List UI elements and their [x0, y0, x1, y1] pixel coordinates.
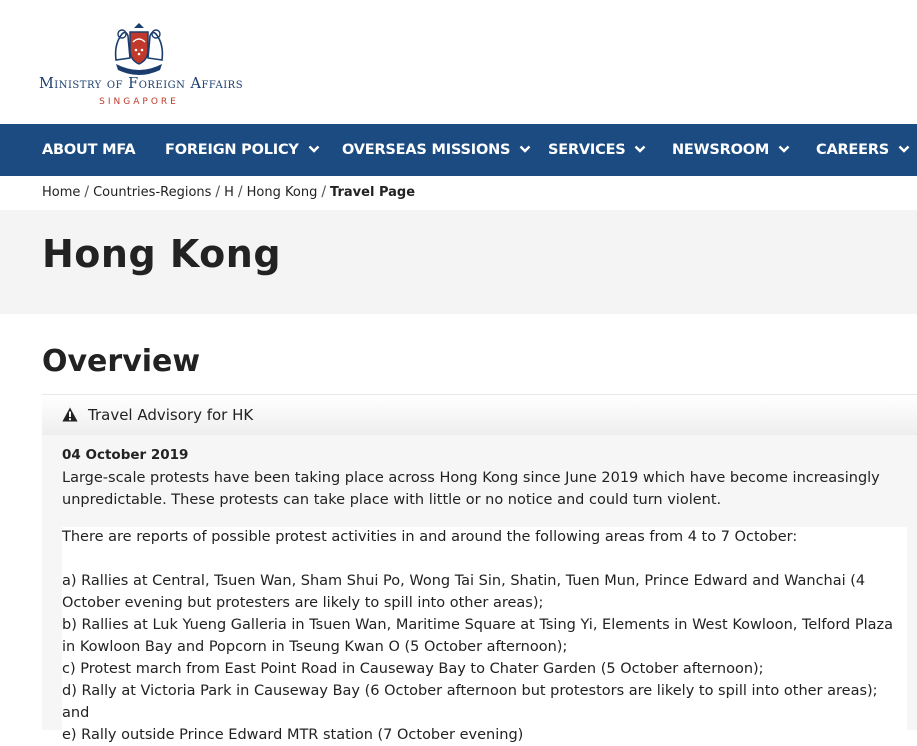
- breadcrumb-h[interactable]: H: [224, 185, 234, 200]
- breadcrumb-separator: /: [237, 184, 243, 200]
- advisory-header[interactable]: [42, 394, 917, 436]
- breadcrumb-separator: /: [321, 184, 327, 200]
- breadcrumb-hong-kong[interactable]: Hong Kong: [246, 185, 318, 200]
- list-item: b) Rallies at Luk Yueng Galleria in Tsuen Wan, Maritime Square at Tsing Yi, Elements in West Kowloon, Telford Plaza in Kowloon Bay and Popcorn in Tseung Kwan O (5 October afternoon);: [62, 617, 894, 655]
- list-item: d) Rally at Victoria Park in Causeway Bay (6 October afternoon but protestors are likely to spill into other areas); and: [62, 683, 878, 721]
- breadcrumb-home[interactable]: Home: [42, 185, 81, 200]
- chevron-down-icon: [308, 143, 320, 155]
- chevron-down-icon: [898, 143, 910, 155]
- mfa-logo[interactable]: [26, 20, 256, 110]
- nav-label: SERVICES: [548, 142, 626, 158]
- breadcrumb-separator: /: [84, 184, 90, 200]
- nav-overseas-missions[interactable]: [342, 124, 531, 176]
- section-title: Overview: [42, 344, 201, 379]
- chevron-down-icon: [519, 143, 531, 155]
- nav-about-mfa[interactable]: [42, 124, 135, 176]
- breadcrumb-current: Travel Page: [330, 185, 416, 200]
- advisory-date: 04 October 2019: [62, 447, 189, 463]
- advisory-body: [42, 435, 917, 743]
- nav-careers[interactable]: [816, 124, 910, 176]
- advisory-paragraph: Large-scale protests have been taking place across Hong Kong since June 2019 which have become increasingly unpredictable. These protests can take place with little or no notice and could turn violent.: [62, 470, 880, 508]
- advisory-list: [62, 570, 907, 746]
- nav-newsroom[interactable]: [672, 124, 790, 176]
- list-item: a) Rallies at Central, Tsuen Wan, Sham Shui Po, Wong Tai Sin, Shatin, Tuen Mun, Prince Edward and Wanchai (4 October evening but protesters are likely to spill into other areas);: [62, 573, 866, 611]
- list-item: c) Protest march from East Point Road in Causeway Bay to Chater Garden (5 October afternoon);: [62, 661, 764, 677]
- main-nav: [0, 124, 917, 176]
- warning-triangle-icon: [62, 407, 78, 422]
- nav-label: NEWSROOM: [672, 142, 770, 158]
- breadcrumb-countries-regions[interactable]: Countries-Regions: [93, 185, 212, 200]
- logo-subtitle: SINGAPORE: [99, 97, 179, 107]
- nav-services[interactable]: [548, 124, 646, 176]
- nav-label: ABOUT MFA: [42, 142, 136, 158]
- advisory-title: Travel Advisory for HK: [88, 406, 254, 424]
- nav-label: FOREIGN POLICY: [165, 142, 299, 158]
- page-title: Hong Kong: [42, 232, 282, 276]
- nav-label: CAREERS: [816, 142, 890, 158]
- chevron-down-icon: [634, 143, 646, 155]
- list-item: e) Rally outside Prince Edward MTR station (7 October evening): [62, 727, 524, 743]
- nav-label: OVERSEAS MISSIONS: [342, 142, 511, 158]
- nav-foreign-policy[interactable]: [165, 124, 320, 176]
- breadcrumb-separator: /: [215, 184, 221, 200]
- crest-icon: [110, 20, 168, 78]
- advisory-details: [62, 527, 907, 743]
- logo-title: Ministry of Foreign Affairs: [38, 76, 244, 92]
- chevron-down-icon: [778, 143, 790, 155]
- advisory-intro: There are reports of possible protest activities in and around the following areas from 4 to 7 October:: [62, 529, 798, 545]
- site-header: [0, 0, 917, 124]
- breadcrumb: [42, 184, 415, 200]
